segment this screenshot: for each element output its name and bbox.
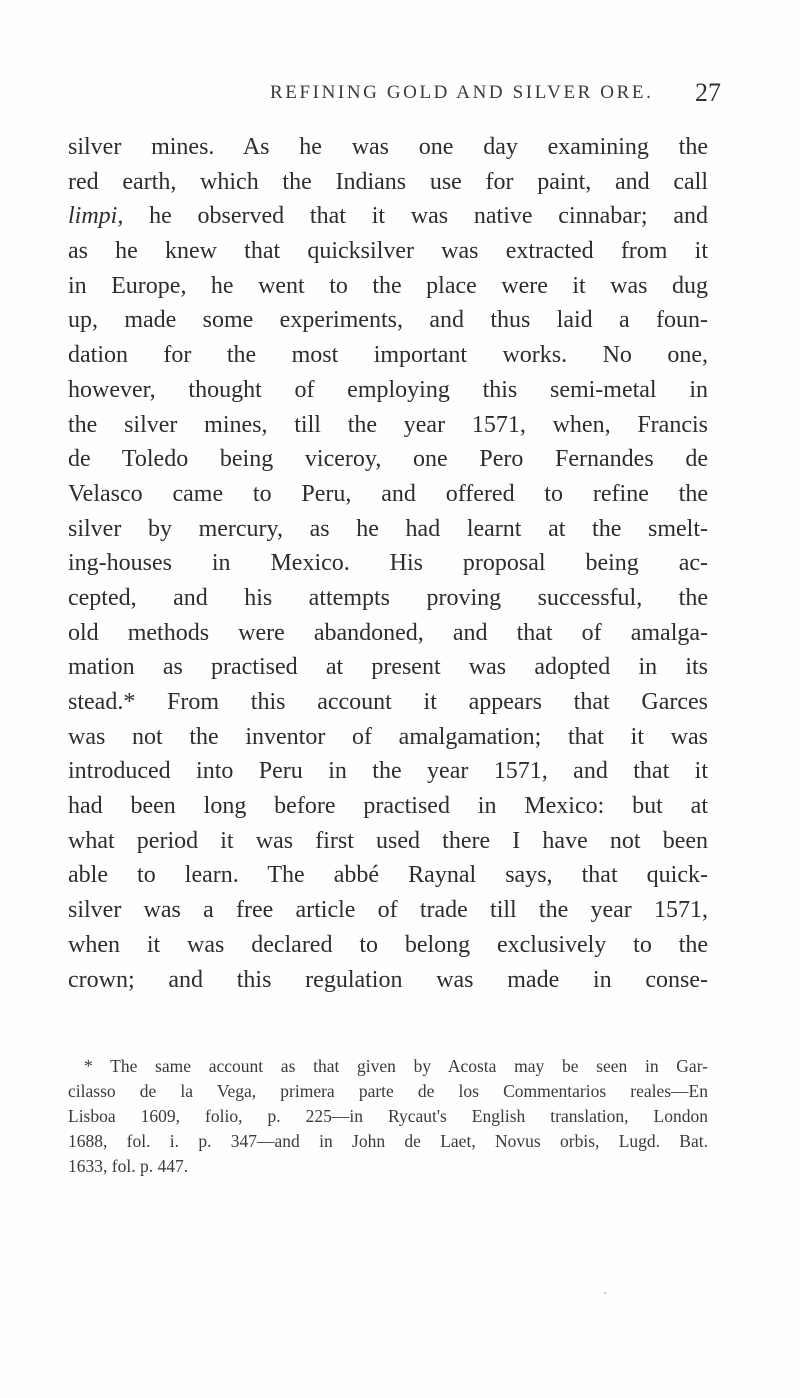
italic-term: limpi,	[68, 203, 124, 230]
text-line: red earth, which the Indians use for paint, and call	[68, 168, 708, 195]
text-line: when it was declared to belong exclusively to the	[68, 931, 708, 958]
footnote	[68, 1054, 708, 1179]
page-number: 27	[695, 78, 721, 107]
text-line: what period it was first used there I have not been	[68, 827, 708, 854]
footnote-line: Lisboa 1609, folio, p. 225—in Rycaut's English translation, London	[68, 1106, 708, 1126]
text-line: cepted, and his attempts proving successful, the	[68, 584, 708, 611]
paper-speck	[604, 1292, 606, 1294]
text-line: mation as practised at present was adopted in its	[68, 654, 708, 681]
text-line: had been long before practised in Mexico: but at	[68, 793, 708, 820]
text-line: able to learn. The abbé Raynal says, that quick-	[68, 862, 708, 889]
text-line: Velasco came to Peru, and offered to refine the	[68, 480, 708, 507]
running-head	[0, 78, 800, 112]
text-line-with-italic	[68, 199, 708, 234]
text-line-rest: he observed that it was native cinnabar; and	[123, 203, 708, 230]
text-line: however, thought of employing this semi-metal in	[68, 376, 708, 403]
text-line: crown; and this regulation was made in conse-	[68, 966, 708, 993]
text-line: up, made some experiments, and thus laid a foun-	[68, 307, 708, 334]
text-line: silver was a free article of trade till the year 1571,	[68, 897, 708, 924]
text-line: in Europe, he went to the place were it was dug	[68, 272, 708, 299]
text-line: silver by mercury, as he had learnt at the smelt-	[68, 515, 708, 542]
footnote-line: cilasso de la Vega, primera parte de los Commentarios reales—En	[68, 1081, 708, 1101]
body-text	[68, 130, 708, 997]
footnote-line: * The same account as that given by Acosta may be seen in Gar-	[84, 1056, 708, 1076]
text-line: as he knew that quicksilver was extracted from it	[68, 238, 708, 265]
text-line: dation for the most important works. No one,	[68, 342, 708, 369]
text-line: was not the inventor of amalgamation; that it was	[68, 723, 708, 750]
text-line: stead.* From this account it appears that Garces	[68, 689, 708, 715]
footnote-line: 1688, fol. i. p. 347—and in John de Laet, Novus orbis, Lugd. Bat.	[68, 1131, 708, 1151]
footnote-line: 1633, fol. p. 447.	[68, 1156, 189, 1176]
text-line: introduced into Peru in the year 1571, and that it	[68, 758, 708, 785]
text-line: silver mines. As he was one day examining the	[68, 134, 708, 160]
text-line: ing-houses in Mexico. His proposal being ac-	[68, 550, 708, 577]
text-line: old methods were abandoned, and that of amalga-	[68, 619, 708, 646]
text-line: de Toledo being viceroy, one Pero Fernandes de	[68, 446, 708, 473]
running-title: REFINING GOLD AND SILVER ORE.	[270, 82, 654, 103]
text-line: the silver mines, till the year 1571, when, Francis	[68, 411, 708, 438]
